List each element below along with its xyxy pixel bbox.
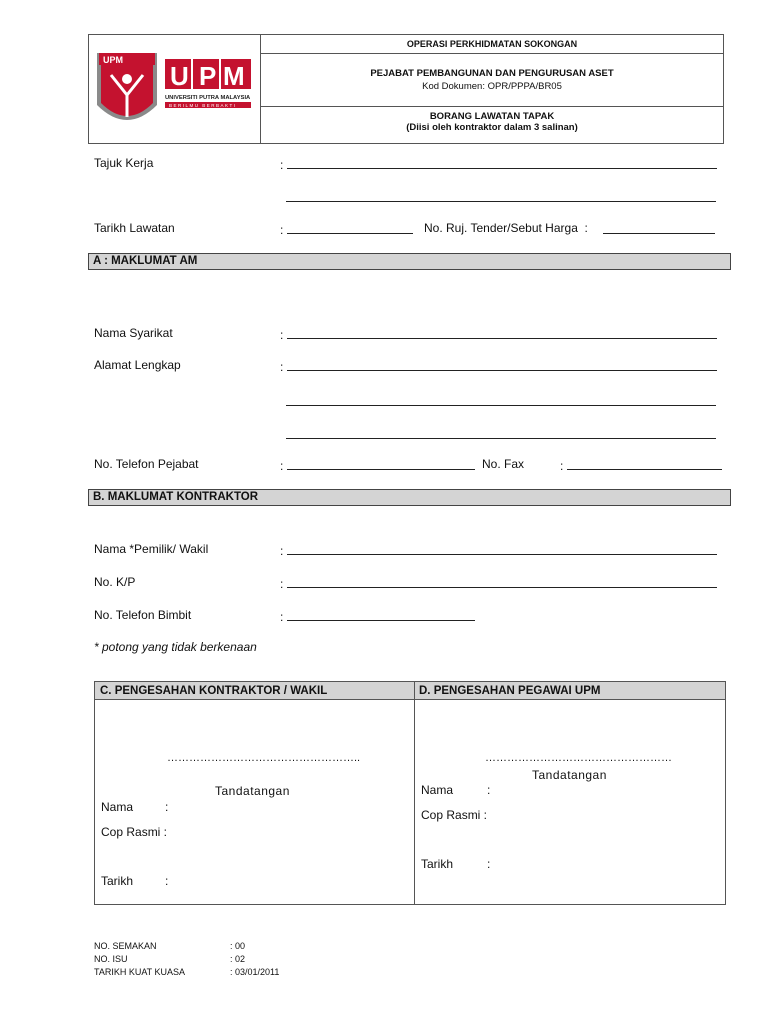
footer-kuat-value: : 03/01/2011 (230, 967, 280, 977)
label-nama-syarikat: Nama Syarikat (94, 326, 173, 340)
logo-small-text: UPM (103, 55, 123, 65)
label-telefon-pejabat: No. Telefon Pejabat (94, 457, 199, 471)
input-no-ruj[interactable] (603, 221, 715, 237)
header-title-1: OPERASI PERKHIDMATAN SOKONGAN (261, 35, 723, 54)
footer-isu-value: : 02 (230, 954, 246, 964)
contractor-tarikh-colon[interactable]: : (165, 874, 169, 888)
input-kp[interactable]: : (280, 575, 717, 591)
motto: BERILMU BERBAKTI (169, 103, 237, 108)
officer-nama-colon[interactable]: : (487, 783, 491, 797)
upm-logo (89, 35, 259, 141)
contractor-nama-colon[interactable]: : (165, 800, 169, 814)
input-tarikh-lawatan[interactable]: : (280, 221, 413, 237)
contractor-nama-label: Nama (101, 800, 134, 814)
note-potong: * potong yang tidak berkenaan (94, 640, 257, 654)
label-tajuk-kerja: Tajuk Kerja (94, 156, 154, 170)
contractor-cop-label[interactable]: Cop Rasmi : (101, 825, 168, 839)
label-fax: No. Fax (482, 457, 525, 471)
input-alamat-line2[interactable] (286, 393, 716, 409)
footer-isu-label: NO. ISU (94, 954, 128, 964)
svg-text:P: P (199, 61, 217, 91)
document-header (88, 34, 724, 144)
label-telefon-bimbit: No. Telefon Bimbit (94, 608, 192, 622)
footer-kuat-label: TARIKH KUAT KUASA (94, 967, 186, 977)
section-c-header: C. PENGESAHAN KONTRAKTOR / WAKIL (95, 682, 414, 700)
form-title: BORANG LAWATAN TAPAK (429, 111, 555, 122)
section-a-header: A : MAKLUMAT AM (88, 253, 731, 270)
contractor-tarikh-label: Tarikh (101, 874, 134, 888)
svg-text:U: U (170, 61, 189, 91)
footer-semakan-label: NO. SEMAKAN (94, 941, 157, 951)
input-nama-pemilik[interactable]: : (280, 542, 717, 558)
signature-divider (414, 682, 415, 904)
input-telefon-pejabat[interactable]: : (280, 457, 475, 473)
input-nama-syarikat[interactable]: : (280, 326, 717, 342)
input-alamat[interactable]: : (280, 358, 717, 374)
label-tarikh-lawatan: Tarikh Lawatan (94, 221, 175, 235)
form-title-cell (261, 106, 723, 143)
section-b-header: B. MAKLUMAT KONTRAKTOR (88, 489, 731, 506)
input-fax[interactable]: : (560, 457, 722, 473)
officer-cop-label[interactable]: Cop Rasmi : (421, 808, 488, 822)
officer-signature-line[interactable]: …………………………………………… (485, 752, 672, 764)
footer-semakan-value: : 00 (230, 941, 246, 951)
input-tajuk-kerja[interactable]: : (280, 156, 717, 172)
signature-table (94, 681, 726, 905)
label-no-ruj: No. Ruj. Tender/Sebut Harga : (424, 221, 588, 235)
officer-tarikh-label: Tarikh (421, 857, 454, 871)
university-name: UNIVERSITI PUTRA MALAYSIA (165, 95, 251, 101)
logo-cell (89, 35, 261, 143)
input-telefon-bimbit[interactable]: : (280, 608, 475, 624)
label-alamat: Alamat Lengkap (94, 358, 181, 372)
officer-tarikh-colon[interactable]: : (487, 857, 491, 871)
section-d-header: D. PENGESAHAN PEGAWAI UPM (414, 682, 725, 700)
officer-nama-label: Nama (421, 783, 454, 797)
label-kp: No. K/P (94, 575, 136, 589)
input-tajuk-kerja-line2[interactable] (286, 189, 716, 205)
header-title-2: PEJABAT PEMBANGUNAN DAN PENGURUSAN ASET (370, 68, 614, 79)
form-note: (Diisi oleh kontraktor dalam 3 salinan) (406, 122, 578, 133)
header-office (261, 53, 723, 107)
input-alamat-line3[interactable] (286, 426, 716, 442)
doc-code: Kod Dokumen: OPR/PPPA/BR05 (422, 81, 562, 92)
officer-tandatangan-label: Tandatangan (532, 768, 607, 782)
contractor-signature-line[interactable]: …………………………………………….. (167, 752, 361, 764)
svg-text:M: M (223, 61, 245, 91)
label-nama-pemilik: Nama *Pemilik/ Wakil (94, 542, 209, 556)
contractor-tandatangan-label: Tandatangan (215, 784, 290, 798)
